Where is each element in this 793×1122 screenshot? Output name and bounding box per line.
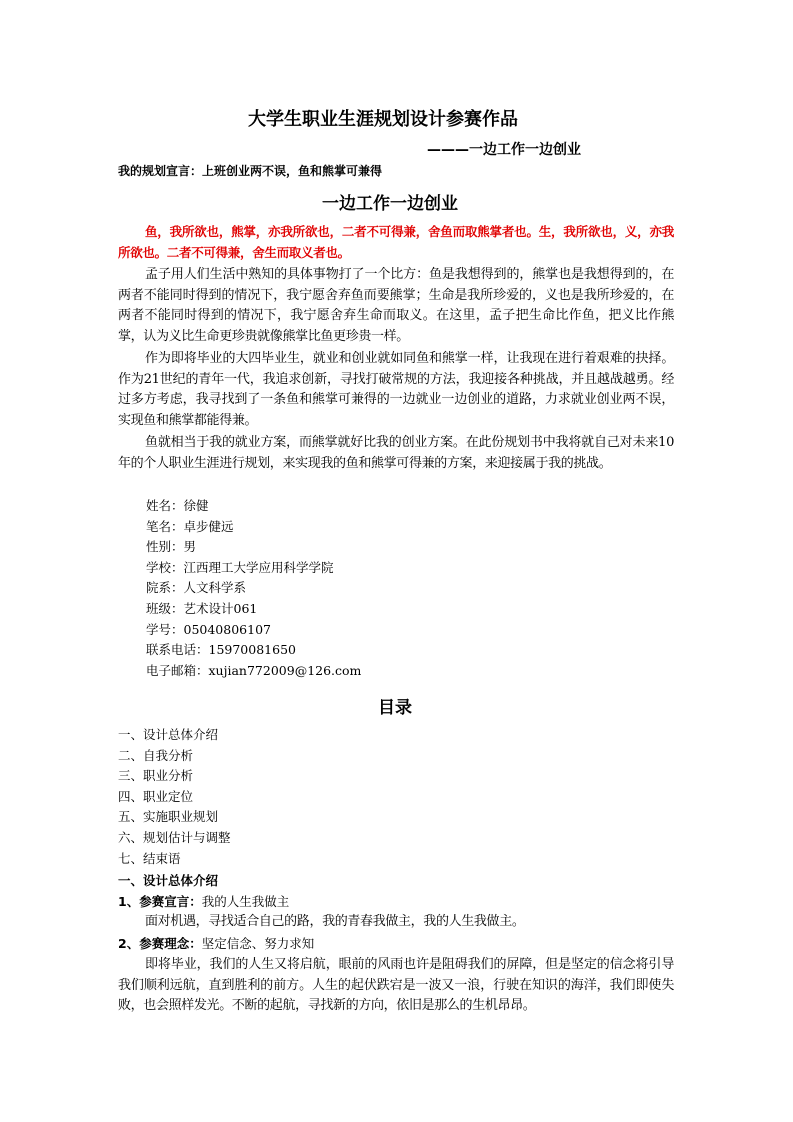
item1-value: 我的人生我做主 xyxy=(201,894,290,909)
item2-value: 坚定信念、努力求知 xyxy=(201,936,315,951)
item1-label: 1、参赛宣言： xyxy=(118,894,202,909)
red-quote: 鱼，我所欲也，熊掌，亦我所欲也，二者不可得兼，舍鱼而取熊掌者也。生，我所欲也，义，亦我所欲也。二者不可得兼，舍生而取义者也。 xyxy=(118,224,674,260)
document-title: 大学生职业生涯规划设计参赛作品 xyxy=(248,109,518,130)
item-entry-philosophy xyxy=(118,934,314,952)
item2-label: 2、参赛理念： xyxy=(118,936,202,951)
info-department: 院系：人文科学系 xyxy=(146,580,247,596)
toc-item: 四、职业定位 xyxy=(118,788,194,804)
section1-heading: 一、设计总体介绍 xyxy=(118,873,219,888)
item-entry-declaration xyxy=(118,892,289,910)
info-email: 电子邮箱：xujian772009@126.com xyxy=(146,662,362,678)
item2-body: 即将毕业，我们的人生又将启航，眼前的风雨也许是阻碍我们的屏障，但是坚定的信念将引导我们顺利远航，直到胜利的前方。人生的起伏跌宕是一波又一浪，行驶在知识的海洋，我们即使失败，也会照样发光。不断的起航，寻找新的方向，依旧是那么的生机昂昂。 xyxy=(118,957,674,1013)
paragraph-plan: 鱼就相当于我的就业方案，而熊掌就好比我的创业方案。在此份规划书中我将就自己对未来10年的个人职业生涯进行规划，来实现我的鱼和熊掌可得兼的方案，来迎接属于我的挑战。 xyxy=(118,435,674,471)
paragraph-choice: 作为即将毕业的大四毕业生，就业和创业就如同鱼和熊掌一样，让我现在进行着艰难的抉择。作为21世纪的青年一代，我追求创新，寻找打破常规的方法，我迎接各种挑战，并且越战越勇。经过多方考虑，我寻找到了一条鱼和熊掌可兼得的一边就业一边创业的道路，力求就业创业两不误，实现鱼和熊掌都能得兼。 xyxy=(118,351,674,428)
toc-item: 五、实施职业规划 xyxy=(118,809,219,825)
toc-item: 二、自我分析 xyxy=(118,747,194,763)
paragraph-mencius: 孟子用人们生活中熟知的具体事物打了一个比方：鱼是我想得到的，熊掌也是我想得到的，在两者不能同时得到的情况下，我宁愿舍弃鱼而要熊掌；生命是我所珍爱的，义也是我所珍爱的，在两者不能同时得到的情况下，我宁愿舍弃生命而取义。在这里，孟子把生命比作鱼，把义比作熊掌，认为义比生命更珍贵就像熊掌比鱼更珍贵一样。 xyxy=(118,267,674,344)
toc-item: 七、结束语 xyxy=(118,850,181,866)
info-phone: 联系电话：15970081650 xyxy=(146,642,296,658)
section-heading: 一边工作一边创业 xyxy=(322,194,458,214)
table-of-contents xyxy=(118,725,231,869)
toc-item: 六、规划估计与调整 xyxy=(118,829,231,845)
info-school: 学校：江西理工大学应用科学学院 xyxy=(146,559,334,575)
toc-heading: 目录 xyxy=(378,698,412,718)
toc-item: 一、设计总体介绍 xyxy=(118,727,219,742)
document-subtitle: ———一边工作一边创业 xyxy=(427,142,581,158)
toc-item: 三、职业分析 xyxy=(118,768,194,784)
personal-info xyxy=(146,496,361,681)
info-name: 姓名：徐健 xyxy=(146,498,209,513)
info-student-id: 学号：05040806107 xyxy=(146,621,271,637)
item1-body: 面对机遇，寻找适合自己的路，我的青春我做主，我的人生我做主。 xyxy=(145,914,525,929)
info-class: 班级：艺术设计061 xyxy=(146,600,258,616)
info-pen-name: 笔名：卓步健远 xyxy=(146,518,234,534)
info-gender: 性别：男 xyxy=(146,539,197,555)
planning-manifesto: 我的规划宣言：上班创业两不误，鱼和熊掌可兼得 xyxy=(118,164,383,178)
